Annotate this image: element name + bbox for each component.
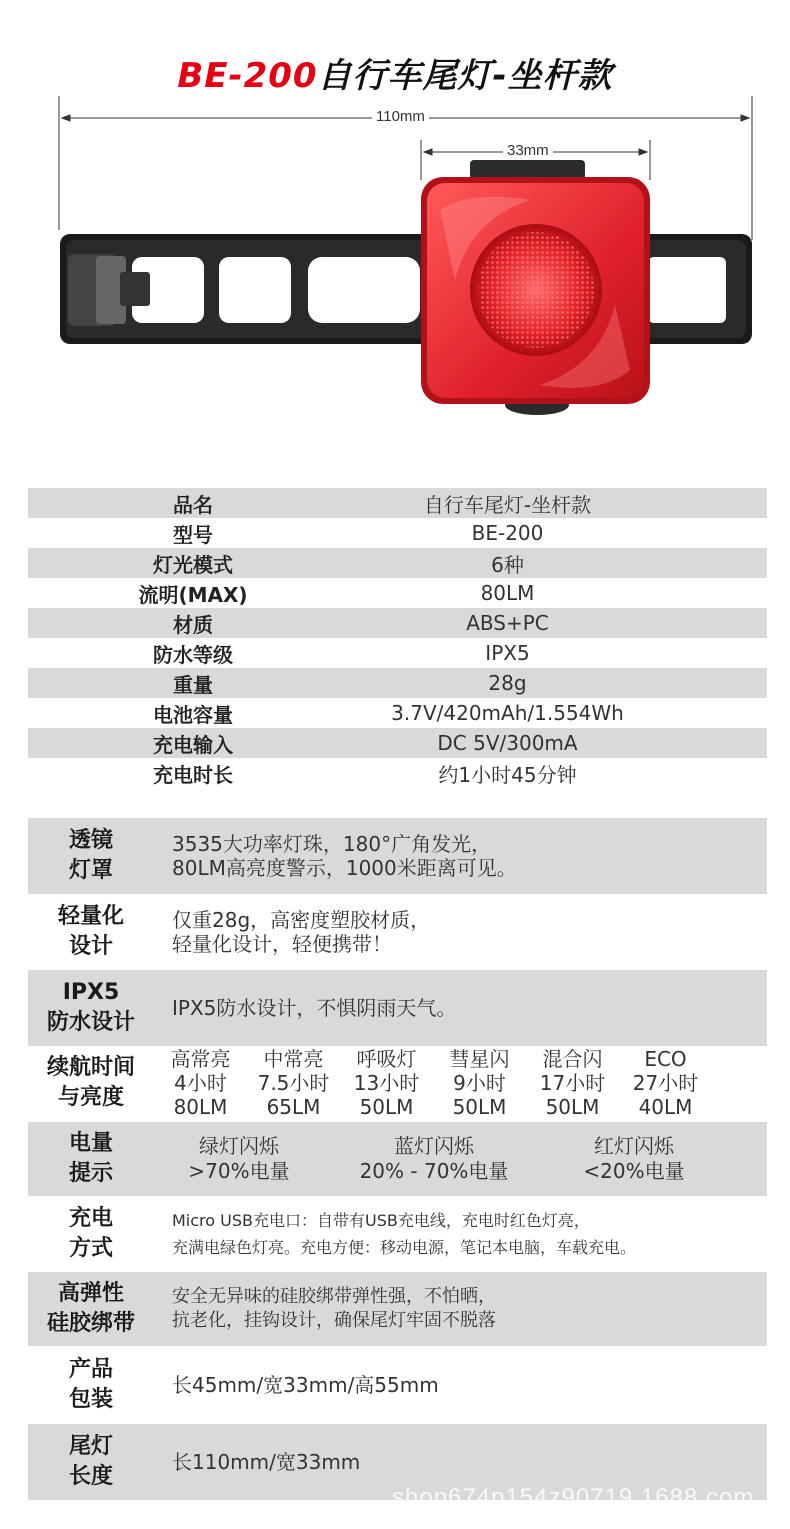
- spec-row: [28, 668, 767, 698]
- label-line: 提示: [68, 1161, 113, 1186]
- mode-time: 9小时: [453, 1071, 506, 1095]
- mode-column: [433, 1047, 526, 1119]
- spec-value: IPX5: [485, 641, 530, 665]
- mode-lumen: 50LM: [545, 1095, 600, 1119]
- spec-row: [28, 578, 767, 608]
- mode-lumen: 40LM: [638, 1095, 693, 1119]
- spec-table: [28, 488, 767, 788]
- mode-name: 彗星闪: [449, 1047, 510, 1071]
- feature-label: [28, 1204, 154, 1264]
- feature-runtime: [28, 1046, 767, 1120]
- label-line: 包装: [68, 1387, 113, 1412]
- mode-lumen: 65LM: [266, 1095, 321, 1119]
- spec-row: [28, 728, 767, 758]
- spec-value: DC 5V/300mA: [437, 731, 578, 755]
- text-line: 安全无异味的硅胶绑带弹性强，不怕晒，: [172, 1286, 496, 1307]
- spec-key: 型号: [173, 522, 213, 547]
- mode-name: 中常亮: [263, 1047, 324, 1071]
- spec-value: BE-200: [471, 521, 544, 545]
- spec-key: 重量: [173, 672, 213, 697]
- mode-column: [247, 1047, 340, 1119]
- title-product-name: 自行车尾灯-坐杆款: [317, 56, 613, 96]
- feature-text: [154, 908, 767, 956]
- mode-time: 17小时: [539, 1071, 606, 1095]
- feature-label: [28, 1279, 154, 1339]
- dimension-110-label: 110mm: [372, 108, 429, 125]
- feature-waterproof: [28, 970, 767, 1046]
- spec-value: 28g: [488, 671, 527, 695]
- mode-name: 混合闪: [542, 1047, 603, 1071]
- feature-text: [154, 1373, 767, 1397]
- feature-text: [154, 1207, 767, 1261]
- label-line: 灯罩: [68, 858, 113, 883]
- text-line: IPX5防水设计，不惧阴雨天气。: [172, 996, 457, 1020]
- label-line: 电量: [68, 1131, 113, 1156]
- feature-label: [28, 1129, 154, 1189]
- feature-lens: [28, 818, 767, 894]
- mode-time: 13小时: [353, 1071, 420, 1095]
- feature-strap: [28, 1272, 767, 1346]
- mode-column: [340, 1047, 433, 1119]
- label-line: 方式: [68, 1236, 113, 1261]
- indicator-color: 红灯闪烁: [594, 1134, 674, 1158]
- mode-lumen: 80LM: [173, 1095, 228, 1119]
- label-line: IPX5: [62, 980, 120, 1005]
- label-line: 产品: [68, 1357, 113, 1382]
- feature-package: [28, 1348, 767, 1422]
- spec-key: 流明(MAX): [138, 582, 248, 607]
- feature-text: [154, 1450, 767, 1474]
- title-model: BE-200: [177, 56, 318, 96]
- spec-value: 约1小时45分钟: [438, 762, 577, 787]
- spec-value: 自行车尾灯-坐杆款: [423, 492, 592, 517]
- label-line: 高弹性: [57, 1281, 124, 1306]
- text-line: 轻量化设计，轻便携带！: [172, 932, 392, 956]
- label-line: 充电: [68, 1206, 113, 1231]
- spec-value: 3.7V/420mAh/1.554Wh: [391, 701, 624, 725]
- spec-key: 防水等级: [153, 642, 233, 667]
- spec-row: [28, 488, 767, 518]
- spec-value: 80LM: [480, 581, 535, 605]
- spec-value: ABS+PC: [466, 611, 549, 635]
- indicator-color: 绿灯闪烁: [199, 1134, 279, 1158]
- dimension-33-label: 33mm: [503, 142, 553, 159]
- mode-time: 7.5小时: [257, 1071, 330, 1095]
- indicator-level: <20%电量: [583, 1159, 685, 1183]
- feature-text: [154, 832, 767, 880]
- battery-level: [324, 1134, 544, 1184]
- indicator-color: 蓝灯闪烁: [394, 1134, 474, 1158]
- text-line: 仅重28g，高密度塑胶材质，: [172, 908, 431, 932]
- spec-row: [28, 698, 767, 728]
- battery-level: [544, 1134, 724, 1184]
- text-line: Micro USB充电口：自带有USB充电线，充电时红色灯亮，: [172, 1211, 590, 1230]
- indicator-level: >70%电量: [188, 1159, 290, 1183]
- feature-label: [28, 1355, 154, 1415]
- text-line: 长110mm/宽33mm: [172, 1450, 361, 1474]
- feature-label: [28, 1053, 154, 1113]
- spec-value: 6种: [491, 552, 524, 577]
- mode-time: 4小时: [174, 1071, 227, 1095]
- indicator-level: 20% - 70%电量: [359, 1159, 509, 1183]
- text-line: 长45mm/宽33mm/高55mm: [172, 1373, 439, 1397]
- feature-label: [28, 826, 154, 886]
- spec-key: 充电时长: [153, 762, 233, 787]
- label-line: 硅胶绑带: [46, 1311, 135, 1336]
- spec-key: 充电输入: [153, 732, 233, 757]
- mode-column: [154, 1047, 247, 1119]
- spec-row: [28, 758, 767, 788]
- text-line: 充满电绿色灯亮。充电方便：移动电源，笔记本电脑，车载充电。: [172, 1238, 637, 1257]
- spec-row: [28, 638, 767, 668]
- mode-name: ECO: [644, 1047, 687, 1071]
- battery-levels: [154, 1134, 724, 1184]
- label-line: 尾灯: [68, 1434, 113, 1459]
- watermark: shop674p154z90719.1688.com: [392, 1484, 755, 1511]
- spec-row: [28, 608, 767, 638]
- product-illustration: [0, 90, 790, 420]
- spec-key: 品名: [173, 492, 213, 517]
- mode-name: 呼吸灯: [356, 1047, 417, 1071]
- spec-key: 材质: [173, 612, 213, 637]
- mode-name: 高常亮: [170, 1047, 231, 1071]
- feature-text: [154, 996, 767, 1020]
- mode-lumen: 50LM: [452, 1095, 507, 1119]
- text-line: 3535大功率灯珠，180°广角发光，: [172, 832, 492, 856]
- mode-column: [526, 1047, 619, 1119]
- mode-lumen: 50LM: [359, 1095, 414, 1119]
- feature-lightweight: [28, 896, 767, 968]
- spec-key: 灯光模式: [153, 552, 233, 577]
- battery-level: [154, 1134, 324, 1184]
- mode-time: 27小时: [632, 1071, 699, 1095]
- feature-label: [28, 902, 154, 962]
- label-line: 设计: [68, 934, 113, 959]
- feature-battery-indicator: [28, 1122, 767, 1196]
- feature-charging: [28, 1198, 767, 1270]
- spec-row: [28, 548, 767, 578]
- spec-key: 电池容量: [153, 702, 233, 727]
- label-line: 与亮度: [57, 1085, 124, 1110]
- runtime-modes: [154, 1047, 712, 1119]
- label-line: 续航时间: [46, 1055, 135, 1080]
- feature-label: [28, 1432, 154, 1492]
- tail-light: [421, 177, 650, 404]
- label-line: 防水设计: [46, 1010, 135, 1035]
- feature-text: [154, 1285, 767, 1333]
- text-line: 80LM高亮度警示，1000米距离可见。: [172, 856, 517, 880]
- text-line: 抗老化，挂钩设计，确保尾灯牢固不脱落: [172, 1310, 496, 1331]
- label-line: 透镜: [68, 828, 113, 853]
- spec-row: [28, 518, 767, 548]
- mode-column: [619, 1047, 712, 1119]
- label-line: 轻量化: [57, 904, 124, 929]
- feature-label: [28, 978, 154, 1038]
- label-line: 长度: [68, 1464, 113, 1489]
